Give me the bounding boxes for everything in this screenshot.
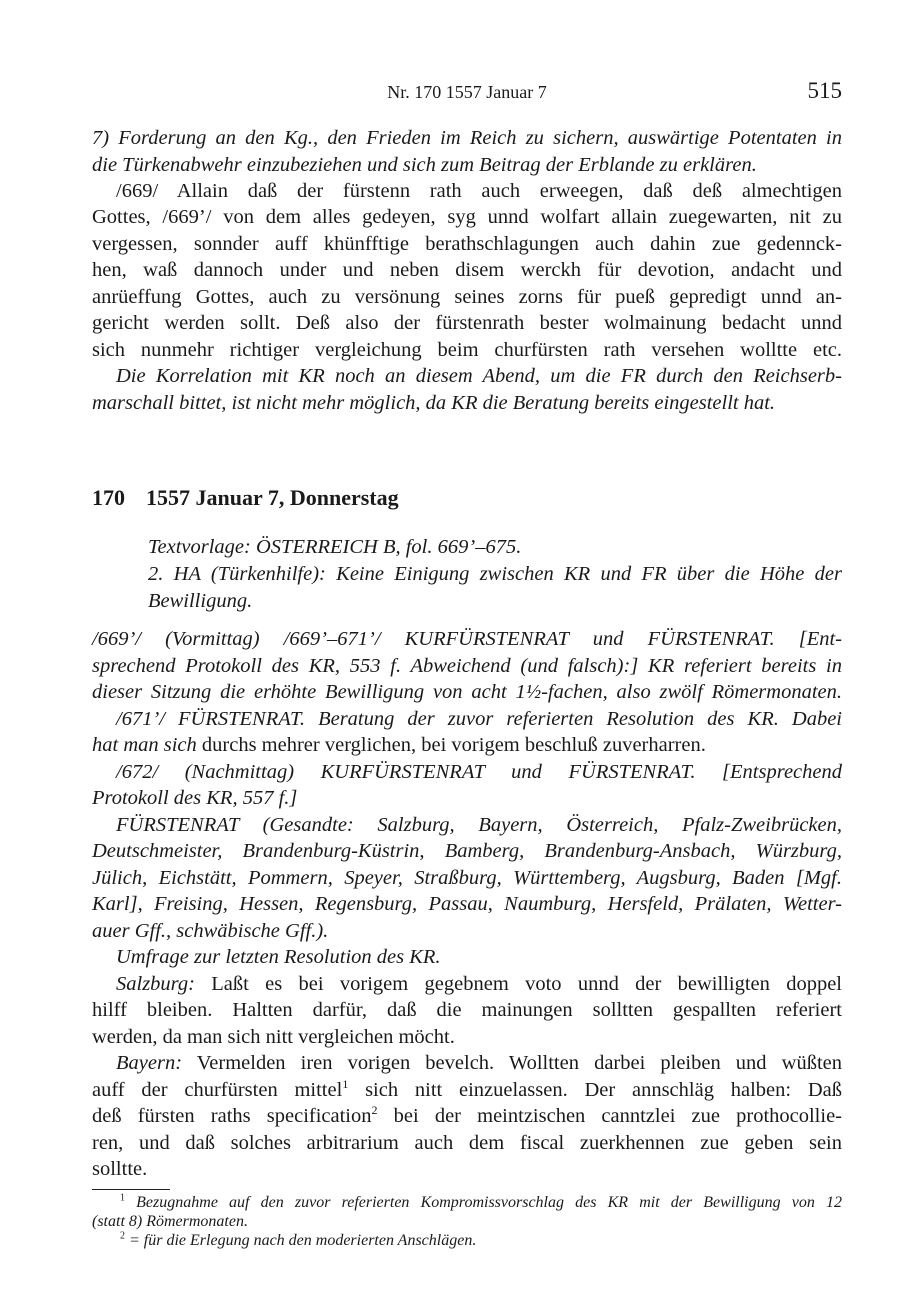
p1-line-3: dieser Sitzung die erhöhte Bewilligung von acht 1½-fachen, also zwölf Römermonaten. [92, 681, 842, 703]
p3-line-2: Protokoll des KR, 557 f.] [92, 787, 298, 809]
running-head: Nr. 170 1557 Januar 7 [387, 82, 547, 102]
para1-line-1: /669/ Allain daß der fürstenn rath auch erweegen, daß deß almechtigen [116, 180, 842, 202]
p4-line-1: FÜRSTENRAT (Gesandte: Salzburg, Bayern, Österreich, Pfalz-Zweibrücken, [116, 814, 842, 836]
salzburg-text-1: Laßt es bei vorigem gegebnem voto unnd der bewilligten doppel [194, 973, 842, 995]
bayern-text-2b: sich nitt einzuelassen. Der annschläg halben: Daß [348, 1079, 842, 1101]
summary-line-1: 2. HA (Türkenhilfe): Keine Einigung zwischen KR und FR über die Höhe der [148, 563, 842, 585]
p4-line-2: Deutschmeister, Brandenburg-Küstrin, Bamberg, Brandenburg-Ansbach, Würzburg, [92, 840, 842, 862]
source-note: Textvorlage: ÖSTERREICH B, fol. 669’–675. [148, 536, 522, 558]
speaker-salzburg: Salzburg: [116, 973, 195, 995]
p3-line-1: /672/ (Nachmittag) KURFÜRSTENRAT und FÜRSTENRAT. [Entsprechend [116, 761, 842, 783]
p1-line-2: sprechend Protokoll des KR, 553 f. Abweichend (und falsch):] KR referiert bereits in [92, 655, 842, 677]
bayern-text-3b: bei der meintzischen canntzlei zue prothocollie- [377, 1105, 842, 1127]
p1-line-1: /669’/ (Vormittag) /669’–671’/ KURFÜRSTENRAT und FÜRSTENRAT. [Ent- [92, 628, 842, 650]
footnote-ref-2[interactable]: 2 [371, 1103, 378, 1118]
para1-line-6: gericht werden sollt. Deß also der fürstenrath bester wolmainung bedacht unnd [92, 312, 842, 334]
footnote-1-text: Bezugnahme auf den zuvor referierten Kompromissvorschlag des KR mit der Bewilligung von 12 [136, 1194, 843, 1211]
para1-line-3: vergessen, sonnder auff khünfftige berathschlagungen auch dahin zue gedennck- [92, 233, 842, 255]
summary-line-2: Bewilligung. [148, 590, 253, 612]
footnote-ref-1[interactable]: 1 [342, 1077, 349, 1092]
p4-line-5: auer Gff., schwäbische Gff.). [92, 920, 329, 942]
salzburg-line-2: hilff bleiben. Haltten darfür, daß die mainungen solltten gespallten referiert [92, 999, 842, 1021]
p2-line-1: /671’/ FÜRSTENRAT. Beratung der zuvor referierten Resolution des KR. Dabei [116, 708, 842, 730]
para1-line-5: anrüeffung Gottes, auch zu versönung seines zorns für pueß gepredigt unnd an- [92, 286, 842, 308]
p2-italic-part: hat man sich [92, 734, 197, 756]
note-line-2: marschall bittet, ist nicht mehr möglich, da KR die Beratung bereits eingestellt hat. [92, 392, 776, 414]
bayern-line-1 [92, 1050, 842, 1077]
footnote-1-mark: 1 [120, 1192, 125, 1204]
salzburg-line-1 [92, 971, 842, 998]
footnote-1-line-1 [92, 1193, 842, 1212]
bayern-line-2 [92, 1077, 842, 1104]
bayern-text-1: Vermelden iren vorigen bevelch. Wolltten darbei pleiben und wüßten [182, 1052, 842, 1074]
page-header [92, 78, 842, 106]
footnote-2-mark: 2 [120, 1230, 125, 1242]
footnote-2-text: = für die Erlegung nach den moderierten Anschlägen. [129, 1232, 477, 1249]
para1-line-7: sich nunmehr richtiger vergleichung beim churfürsten rath versehen wolltte etc. [92, 339, 842, 361]
para1-line-4: hen, waß dannoch under und neben disem werckh für devotion, andacht und [92, 259, 842, 281]
page-number: 515 [807, 78, 842, 103]
p2-line-2 [92, 732, 842, 759]
salzburg-line-3: werden, da man sich nitt vergleichen möcht. [92, 1026, 455, 1048]
bayern-line-5: solltte. [92, 1158, 148, 1180]
speaker-bayern: Bayern: [116, 1052, 183, 1074]
para1-line-2: Gottes, /669’/ von dem alles gedeyen, syg unnd wolfart allain zuegewarten, nit zu [92, 206, 842, 228]
footnote-1-line-2: (statt 8) Römermonaten. [92, 1213, 248, 1230]
section-title: 1557 Januar 7, Donnerstag [146, 485, 399, 510]
bayern-line-3 [92, 1103, 842, 1130]
footnote-divider [92, 1189, 170, 1190]
footnote-2 [92, 1231, 870, 1250]
p4-line-4: Karl], Freising, Hessen, Regensburg, Passau, Naumburg, Hersfeld, Prälaten, Wetter- [92, 893, 842, 915]
section-heading [92, 485, 399, 511]
note-line-1: Die Korrelation mit KR noch an diesem Abend, um die FR durch den Reichserb- [116, 365, 842, 387]
p4-line-3: Jülich, Eichstätt, Pommern, Speyer, Straßburg, Württemberg, Augsburg, Baden [Mgf. [92, 867, 842, 889]
item7-line-1: 7) Forderung an den Kg., den Frieden im Reich zu sichern, auswärtige Potentaten in [92, 127, 842, 149]
p5-line: Umfrage zur letzten Resolution des KR. [116, 946, 441, 968]
p2-roman-part: durchs mehrer verglichen, bei vorigem beschluß zuverharren. [196, 734, 706, 756]
section-number: 170 [92, 485, 125, 510]
item7-line-2: die Türkenabwehr einzubeziehen und sich zum Beitrag der Erblande zu erklären. [92, 154, 757, 176]
bayern-text-2a: auff der churfürsten mittel [92, 1079, 343, 1101]
bayern-line-4: ren, und daß solches arbitrarium auch dem fiscal zuerkhennen zue geben sein [92, 1132, 842, 1154]
bayern-text-3a: deß fürsten raths specification [92, 1105, 372, 1127]
